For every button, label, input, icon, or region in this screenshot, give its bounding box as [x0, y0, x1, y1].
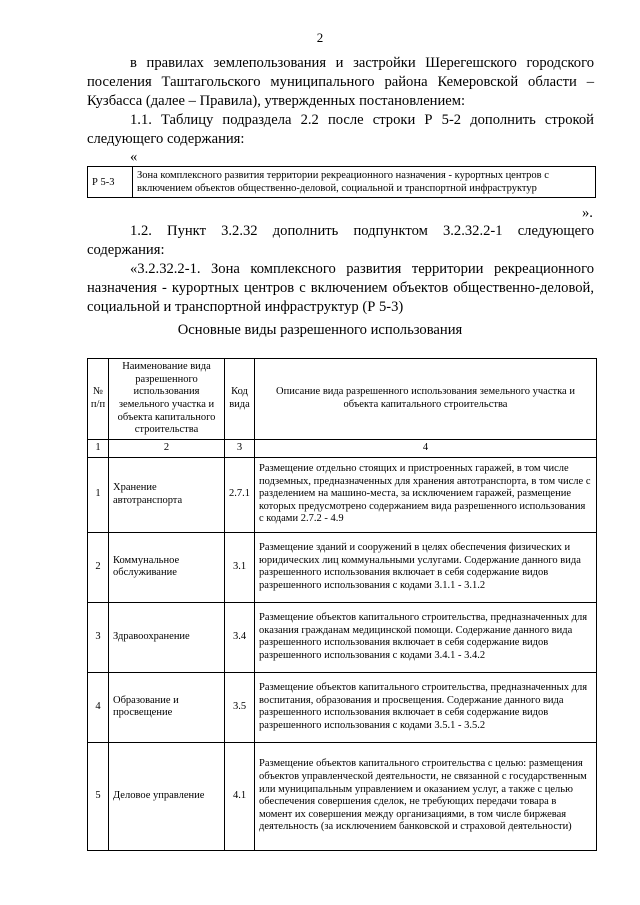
table-row [88, 532, 597, 602]
intro-paragraph: в правилах землепользования и застройки Шерегешского городского поселения Таштагольского муниципального района Кемеровской области – Кузбасса (далее – Правила), утвержденных постановлением: [87, 55, 594, 109]
row-num: 4 [88, 672, 109, 742]
column-numbering-row [88, 440, 597, 458]
row-description: Размещение объектов капитального строительства, предназначенных для воспитания, образования и просвещения. Содержание данного вида разрешенного использования включает в себя содержание видов разрешенного использования с кодами 3.5.1 - 3.5.2 [255, 672, 597, 742]
row-name: Коммунальное обслуживание [109, 532, 225, 602]
row-code: 3.1 [225, 532, 255, 602]
row-description: Размещение отдельно стоящих и пристроенных гаражей, в том числе подземных, предназначенных для хранения автотранспорта, в том числе с разделением на машино-места, за исключением гаражей, размещение которых предусмотрено содержанием вида разрешенного использования с кодами 2.7.2 - 4.9 [255, 457, 597, 532]
table-row [88, 742, 597, 850]
numbering-cell: 3 [225, 440, 255, 458]
row-name: Здравоохранение [109, 602, 225, 672]
row-description: Размещение объектов капитального строительства с целью: размещения объектов управленческой деятельности, не связанной с государственным или муниципальным управлением и оказанием услуг, а также с целью обеспечения совершения сделок, не требующих передачи товара в момент их совершения между организациями, в том числе биржевая деятельность (за исключением банковской и страховой деятельности) [255, 742, 597, 850]
row-code: 3.4 [225, 602, 255, 672]
header-code: Код вида [225, 359, 255, 440]
row-num: 1 [88, 457, 109, 532]
section-title: Основные виды разрешенного использования [177, 322, 463, 338]
row-code: 3.5 [225, 672, 255, 742]
table-header-row [88, 359, 597, 440]
table-row [88, 602, 597, 672]
zone-code-cell: Р 5-3 [88, 167, 133, 198]
numbering-cell: 1 [88, 440, 109, 458]
amendment-1-2-paragraph: 1.2. Пункт 3.2.32 дополнить подпунктом 3.2.32.2-1 следующего содержания: [87, 223, 594, 258]
row-description: Размещение объектов капитального строительства, предназначенных для оказания гражданам медицинской помощи. Содержание данного вида разрешенного использования включает в себя содержание видов разрешенного использования с кодами 3.4.1 - 3.4.2 [255, 602, 597, 672]
closing-quote: ». [582, 205, 593, 221]
opening-quote: « [130, 149, 138, 165]
row-num: 3 [88, 602, 109, 672]
amendment-1-1-paragraph: 1.1. Таблицу подраздела 2.2 после строки Р 5-2 дополнить строкой следующего содержания: [87, 112, 594, 147]
row-code: 2.7.1 [225, 457, 255, 532]
table-row [88, 672, 597, 742]
zone-row [88, 167, 596, 198]
zone-description-cell: Зона комплексного развития территории рекреационного назначения - курортных центров с включением объектов общественно-деловой, социальной и транспортной инфраструктур [133, 167, 596, 198]
zone-table [87, 166, 596, 198]
row-name: Деловое управление [109, 742, 225, 850]
page-number: 2 [316, 30, 324, 45]
header-num: № п/п [88, 359, 109, 440]
row-name: Хранение автотранспорта [109, 457, 225, 532]
permitted-use-table [87, 358, 597, 851]
row-code: 4.1 [225, 742, 255, 850]
row-num: 2 [88, 532, 109, 602]
header-description: Описание вида разрешенного использования земельного участка и объекта капитального строительства [255, 359, 597, 440]
subclause-paragraph: «3.2.32.2-1. Зона комплексного развития территории рекреационного назначения - курортных центров с включением объектов общественно-деловой, социальной и транспортной инфраструктур (Р 5-3) [87, 261, 594, 315]
row-num: 5 [88, 742, 109, 850]
table-row [88, 457, 597, 532]
row-description: Размещение зданий и сооружений в целях обеспечения физических и юридических лиц коммунальными услугами. Содержание данного вида разрешенного использования включает в себя содержание видов разрешенного использования с кодами 3.1.1 - 3.1.2 [255, 532, 597, 602]
numbering-cell: 4 [255, 440, 597, 458]
header-name: Наименование вида разрешенного использования земельного участка и объекта капитального строительства [109, 359, 225, 440]
row-name: Образование и просвещение [109, 672, 225, 742]
numbering-cell: 2 [109, 440, 225, 458]
